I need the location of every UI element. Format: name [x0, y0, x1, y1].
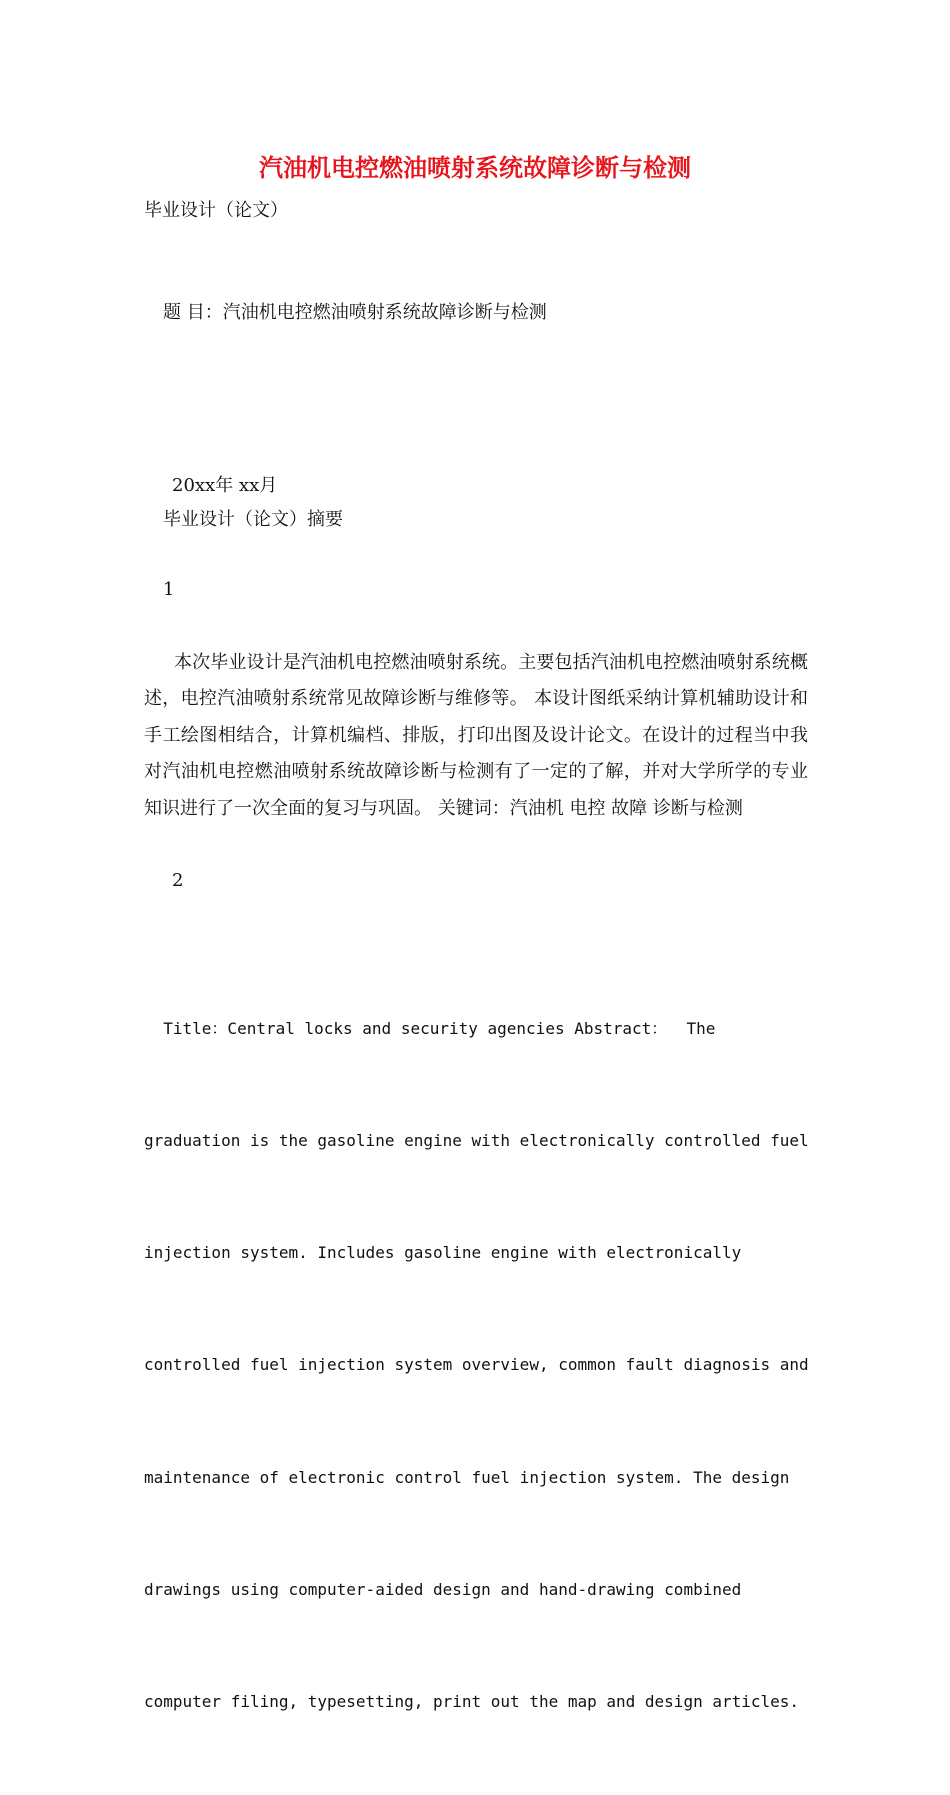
abstract-heading: 毕业设计（论文）摘要	[163, 509, 343, 530]
english-abstract-line: Title：Central locks and security agencies Abstract： The	[144, 1018, 716, 1038]
document-type: 毕业设计（论文）	[144, 200, 288, 221]
english-abstract-line: computer filing, typesetting, print out the map and design articles.	[144, 1692, 800, 1712]
english-abstract-line: maintenance of electronic control fuel injection system. The design	[144, 1467, 790, 1487]
date-line: 20xx年 xx月	[172, 475, 278, 496]
document-title: 汽油机电控燃油喷射系统故障诊断与检测	[259, 153, 691, 182]
english-abstract	[144, 935, 814, 1795]
page-number: 2	[172, 870, 184, 891]
english-abstract-line: graduation is the gasoline engine with electronically controlled fuel	[144, 1131, 809, 1151]
page-number: 1	[163, 579, 175, 600]
chinese-abstract: 本次毕业设计是汽油机电控燃油喷射系统。主要包括汽油机电控燃油喷射系统概述，电控汽油喷射系统常见故障诊断与维修等。 本设计图纸采纳计算机辅助设计和手工绘图相结合，计算机编档、排版，打印出图及设计论文。在设计的过程当中我对汽油机电控燃油喷射系统故障诊断与检测有了一定的了解，并对大学所学的专业知识进行了一次全面的复习与巩固。 关键词：汽油机 电控 故障 诊断与检测	[144, 652, 808, 819]
subject-line: 题 目：汽油机电控燃油喷射系统故障诊断与检测	[163, 302, 547, 323]
english-abstract-line: drawings using computer-aided design and hand-drawing combined	[144, 1579, 742, 1599]
english-abstract-line: injection system. Includes gasoline engine with electronically	[144, 1243, 742, 1263]
english-abstract-line: controlled fuel injection system overview, common fault diagnosis and	[144, 1355, 809, 1375]
